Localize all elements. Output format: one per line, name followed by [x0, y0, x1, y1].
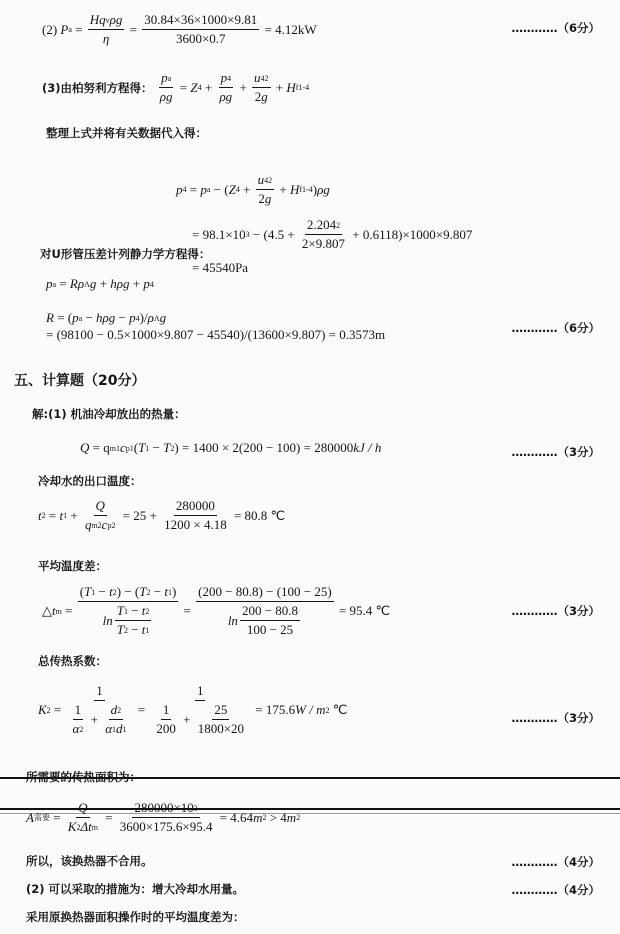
chinese-text: (3)由柏努利方程得：: [42, 80, 153, 95]
subscript: a: [52, 279, 57, 289]
subscript: 2: [46, 705, 51, 715]
math-variable: α: [72, 721, 80, 736]
numerator: [142, 12, 259, 30]
formula-text: ): [171, 584, 177, 599]
math-variable: kJ / h: [353, 440, 382, 455]
math-variable: T: [139, 584, 147, 599]
numerator: [73, 702, 84, 720]
formula-text: 280000: [175, 498, 215, 513]
math-variable: q: [84, 517, 92, 532]
numerator: [88, 12, 125, 30]
formula-text: 25: [214, 702, 228, 717]
fraction: [83, 498, 118, 533]
subscript: 1: [145, 443, 150, 453]
math-variable: g: [264, 191, 272, 206]
formula-text: 1800×20: [197, 721, 245, 736]
superscript: 3: [245, 230, 250, 239]
math-variable: p: [143, 276, 150, 291]
chinese-text: 所需要的传热面积为：: [26, 770, 141, 784]
subscript: v: [105, 15, 110, 25]
formula-text: =: [186, 181, 201, 197]
subscript: 2: [76, 822, 81, 832]
formula-text: =: [71, 21, 86, 37]
subscript: m: [91, 822, 98, 832]
subscript: p2: [107, 520, 116, 530]
formula-text: =: [45, 507, 60, 523]
math-variable: hρg: [110, 276, 130, 291]
subscript: 4: [197, 83, 202, 92]
math-variable: p: [72, 310, 79, 325]
measure-text: [26, 881, 244, 897]
formula-text: −: [150, 584, 165, 599]
math-variable: Δt: [80, 819, 92, 834]
fraction: [196, 702, 246, 737]
formula-text: = q: [89, 440, 110, 455]
subscript: 2: [112, 587, 117, 597]
math-variable: Q: [80, 440, 90, 455]
math-variable: t: [59, 507, 64, 523]
subscript: 2: [79, 724, 84, 734]
chinese-text: 所以，该换热器不合用。: [26, 854, 153, 868]
math-variable: T: [116, 622, 124, 637]
formula-text: 100 − 25: [246, 622, 294, 637]
p4-result: [192, 260, 248, 276]
math-variable: p: [200, 181, 207, 197]
subscript: 4: [182, 185, 187, 194]
formula-text: 1: [96, 683, 103, 698]
denominator: [226, 602, 304, 638]
numerator: [305, 217, 342, 235]
subscript: 2: [170, 443, 175, 453]
bernoulli-equation: [42, 70, 309, 105]
formula-text: 200: [156, 721, 176, 736]
math-variable: Q: [78, 800, 88, 815]
fraction: [162, 498, 229, 533]
subscript: a: [78, 313, 83, 323]
formula-text: ℃: [329, 702, 348, 717]
formula-text: =: [126, 21, 141, 37]
chinese-text: 解:(1) 机油冷却放出的热量：: [32, 407, 186, 421]
formula-text: −: [115, 310, 130, 325]
formula-text: −: [149, 440, 164, 455]
numerator: [256, 172, 275, 190]
score-6pt: …………（6分）: [511, 21, 600, 35]
numerator: [94, 683, 105, 701]
formula-text: −: [127, 622, 142, 637]
score-6pt: …………（6分）: [511, 321, 600, 335]
formula-text: 280000×10: [134, 800, 194, 815]
conclusion-text: [26, 853, 153, 869]
subscript: a: [167, 73, 172, 83]
denominator: [150, 701, 250, 737]
score-4pt: …………（4分）: [511, 855, 600, 869]
chinese-text: 总传热系数：: [38, 654, 107, 668]
formula-text: +: [129, 276, 144, 291]
math-variable: ln: [102, 612, 113, 628]
subscript: 4: [149, 279, 154, 289]
math-variable: d: [116, 721, 123, 736]
formula-text: −: [127, 603, 142, 618]
denominator: [101, 602, 156, 638]
numerator: [76, 800, 89, 818]
math-variable: K: [67, 819, 77, 834]
formula-text: 3600×0.7: [175, 31, 226, 46]
numerator: [115, 603, 152, 621]
formula-text: = 45540Pa: [192, 260, 249, 275]
subscript: 4: [264, 175, 269, 185]
math-variable: H: [290, 181, 300, 197]
numerator: [94, 498, 107, 516]
fraction: [115, 603, 152, 638]
formula-text: = (98100 − 0.5×1000×9.807 − 45540)/(13600×9.807) = 0.3573m: [46, 327, 386, 342]
subscript: 1: [91, 587, 96, 597]
formula-text: ) − (: [116, 584, 140, 599]
denominator: [115, 621, 152, 638]
formula-text: 1: [74, 702, 82, 717]
formula-text: +: [96, 276, 111, 291]
denominator: [253, 88, 270, 105]
section-heading-text: 五、计算题（20分）: [14, 373, 146, 389]
score-4pt: …………（4分）: [511, 883, 600, 897]
math-variable: hρg: [96, 310, 116, 325]
formula-text: (: [133, 440, 139, 455]
formula-text: +: [239, 181, 254, 197]
chinese-text: 采用原换热器面积操作时的平均温度差为：: [26, 910, 245, 924]
formula-text: − (4.5 +: [249, 226, 298, 242]
score-3pt: …………（3分）: [511, 711, 600, 725]
subscript: 1: [122, 724, 127, 734]
formula-text: = 98.1×10: [192, 226, 246, 242]
formula-text: 2×9.807: [301, 236, 346, 251]
formula-text: 1: [162, 702, 170, 717]
formula-text: = 95.4 ℃: [335, 603, 391, 618]
solution-1-text: [32, 406, 186, 422]
math-variable: p: [46, 276, 53, 291]
k2-formula: [38, 683, 347, 737]
area-formula: [26, 800, 300, 835]
r-equation: [46, 310, 166, 326]
math-variable: ρg: [159, 89, 173, 104]
chinese-text: 平均温度差：: [38, 559, 107, 573]
subscript: m2: [91, 520, 102, 530]
math-variable: A: [26, 809, 34, 825]
numerator: [78, 584, 179, 602]
fraction: [196, 584, 334, 638]
subscript: f1-4: [295, 83, 310, 92]
shaft-power-formula: [42, 12, 317, 47]
subscript: 2: [146, 587, 151, 597]
math-variable: g: [89, 276, 97, 291]
rearrange-text: [46, 125, 207, 141]
formula-text: +: [67, 507, 81, 523]
superscript: 2: [268, 175, 273, 185]
denominator: [300, 235, 347, 252]
subscript: 4: [235, 185, 240, 194]
math-variable: ρg: [219, 89, 233, 104]
math-variable: T: [84, 584, 92, 599]
subscript: m1: [109, 443, 120, 453]
formula-text: −: [82, 310, 97, 325]
math-variable: t: [109, 584, 113, 599]
fraction: [154, 702, 178, 737]
formula-text: 2.204: [306, 217, 337, 232]
denominator: [256, 190, 273, 207]
formula-text: =: [49, 809, 64, 825]
formula-text: 30.84×36×1000×9.81: [144, 12, 258, 27]
math-variable: ln: [227, 612, 238, 628]
math-variable: g: [261, 89, 268, 104]
math-variable: u: [254, 70, 261, 85]
formula-text: =: [101, 809, 116, 825]
subscript: 2: [145, 606, 150, 616]
formula-text: = (: [53, 310, 73, 325]
math-variable: K: [38, 702, 47, 717]
formula-text: −: [95, 584, 110, 599]
dtm-formula: [42, 584, 390, 638]
fraction: [158, 70, 175, 105]
formula-text: +: [201, 79, 216, 95]
subscript: 4: [260, 73, 265, 83]
numerator: [159, 70, 173, 88]
math-variable: α: [105, 721, 113, 736]
fraction: [256, 172, 275, 207]
numerator: [195, 683, 206, 701]
numerator: [161, 702, 172, 720]
fraction: [252, 70, 271, 105]
fraction: [66, 800, 100, 835]
k-text: [38, 653, 107, 669]
formula-text: =: [134, 702, 149, 717]
numerator: [174, 498, 217, 516]
math-variable: Rρ: [69, 276, 85, 291]
subscript: p1: [125, 443, 134, 453]
formula-text: +: [276, 181, 290, 197]
score-3pt: …………（3分）: [511, 604, 600, 618]
chinese-text: 整理上式并将有关数据代入得：: [46, 126, 207, 140]
math-variable: c: [119, 440, 126, 455]
math-variable: t: [52, 603, 56, 618]
formula-text: ) = 1400 × 2(200 − 100) = 280000: [174, 440, 354, 455]
fraction: [217, 70, 234, 105]
superscript: 2: [264, 73, 269, 83]
formula-text: = 175.6: [252, 702, 296, 717]
math-variable: P: [60, 21, 69, 37]
formula-text: (: [79, 584, 85, 599]
score-3pt: …………（3分）: [511, 445, 600, 459]
subscript: m: [55, 606, 62, 616]
math-variable: t: [141, 603, 146, 618]
math-variable: ρ: [147, 310, 154, 325]
subscript: a: [68, 25, 72, 34]
denominator: [83, 516, 118, 533]
denominator: [196, 720, 246, 737]
subscript: 2: [123, 625, 128, 635]
denominator: [245, 621, 295, 638]
formula-text: 2: [254, 89, 262, 104]
math-variable: T: [116, 603, 124, 618]
subscript: 需要: [33, 813, 50, 822]
formula-text: )/: [139, 310, 148, 325]
q-formula: [80, 440, 381, 456]
math-variable: p: [176, 181, 183, 197]
formula-text: =: [176, 79, 191, 95]
denominator: [118, 818, 215, 835]
numerator: [132, 800, 199, 818]
math-variable: Q: [95, 498, 105, 513]
math-variable: p: [129, 310, 136, 325]
p4-formula: [176, 172, 330, 207]
formula-text: 200 − 80.8: [241, 603, 299, 618]
numerator: [252, 70, 271, 88]
math-variable: H: [286, 79, 296, 95]
subscript: 2: [117, 705, 122, 715]
formula-text: +: [179, 711, 194, 727]
math-variable: m: [286, 809, 297, 825]
denominator: [174, 30, 228, 47]
formula-text: =: [50, 702, 65, 717]
original-area-text: [26, 909, 245, 925]
denominator: [101, 30, 111, 47]
formula-text: 1200 × 4.18: [164, 517, 227, 532]
formula-text: =: [61, 603, 76, 618]
outlet-temp-text: [38, 473, 142, 489]
math-variable: m: [253, 809, 263, 825]
fraction: [88, 12, 125, 47]
formula-text: 3600×175.6×95.4: [119, 819, 213, 834]
formula-text: = 4.64: [216, 809, 254, 825]
fraction: [103, 702, 128, 737]
formula-text: =: [180, 603, 195, 618]
denominator: [67, 701, 133, 737]
denominator: [71, 720, 86, 737]
subscript: 1: [112, 724, 117, 734]
formula-text: 1: [196, 683, 204, 698]
math-variable: Z: [228, 181, 236, 197]
denominator: [66, 818, 100, 835]
denominator: [103, 720, 128, 737]
math-variable: T: [138, 440, 146, 455]
math-variable: Z: [190, 79, 198, 95]
superscript: 2: [262, 813, 267, 822]
math-variable: t: [38, 507, 42, 523]
fraction: [300, 217, 347, 252]
formula-text: [153, 80, 156, 96]
fraction: [150, 683, 250, 737]
fraction: [142, 12, 259, 47]
mean-temp-text: [38, 558, 107, 574]
denominator: [162, 516, 229, 533]
formula-text: = 25 +: [119, 507, 161, 523]
formula-text: =: [56, 276, 70, 291]
math-variable: d: [110, 702, 118, 717]
fraction: [78, 584, 179, 638]
formula-text: + 0.6118)×1000×9.807: [349, 226, 473, 242]
math-variable: u: [257, 172, 265, 187]
fraction: [67, 683, 133, 737]
formula-text: (200 − 80.8) − (100 − 25): [198, 584, 332, 599]
chinese-text: 冷却水的出口温度：: [38, 474, 142, 488]
subscript: 4: [135, 313, 140, 323]
formula-text: +: [272, 79, 287, 95]
fraction: [118, 800, 215, 835]
formula-text: ): [312, 181, 318, 197]
formula-text: 2: [258, 191, 265, 206]
formula-text: (2): [42, 21, 61, 37]
math-variable: g: [159, 310, 167, 325]
subscript: 1: [145, 625, 150, 635]
formula-text: +: [236, 79, 251, 95]
denominator: [154, 720, 178, 737]
subscript: a: [206, 185, 211, 194]
p4-substitution: [192, 217, 472, 252]
subscript: 2: [41, 511, 46, 520]
math-variable: c: [101, 517, 108, 532]
subscript: 1: [63, 511, 68, 520]
superscript: 2: [296, 813, 301, 822]
chinese-text: (2) 可以采取的措施为：增大冷却水用量。: [26, 882, 245, 896]
math-variable: t: [164, 584, 168, 599]
math-variable: ρg: [109, 12, 123, 27]
numerator: [240, 603, 300, 621]
math-variable: p: [220, 70, 228, 85]
subscript: 1: [167, 587, 172, 597]
formula-text: − (: [210, 181, 229, 197]
subscript: A: [84, 279, 90, 289]
subscript: A: [153, 313, 160, 323]
subscript: f1-4: [299, 185, 313, 194]
math-variable: W / m: [295, 702, 326, 717]
math-variable: p: [161, 70, 168, 85]
math-variable: T: [163, 440, 171, 455]
area-text: [26, 769, 141, 785]
subscript: 4: [227, 73, 232, 83]
formula-text: > 4: [266, 809, 287, 825]
formula-text: +: [87, 711, 102, 727]
denominator: [158, 88, 175, 105]
chinese-text: 对U形管压差计列静力学方程得：: [40, 247, 211, 261]
fraction: [240, 603, 300, 638]
r-result: [46, 327, 385, 343]
fraction: [71, 702, 86, 737]
superscript: 2: [336, 220, 341, 230]
formula-text: = 80.8 ℃: [230, 507, 286, 523]
numerator: [219, 70, 234, 88]
pa-equation: [46, 276, 154, 292]
u-tube-text: [40, 246, 210, 262]
numerator: [109, 702, 124, 720]
subscript: 1: [123, 606, 128, 616]
math-variable: Hq: [89, 12, 106, 27]
math-variable: η: [102, 31, 110, 46]
superscript: 3: [193, 803, 198, 813]
denominator: [217, 88, 234, 105]
t2-formula: [38, 498, 285, 533]
superscript: 2: [325, 705, 330, 715]
section-5-heading: [14, 370, 145, 390]
numerator: [196, 584, 334, 602]
numerator: [212, 702, 229, 720]
formula-text: = 4.12kW: [261, 21, 317, 37]
math-variable: ρg: [317, 181, 330, 197]
math-variable: R: [46, 310, 54, 325]
math-variable: t: [141, 622, 146, 637]
formula-text: △: [42, 603, 52, 618]
